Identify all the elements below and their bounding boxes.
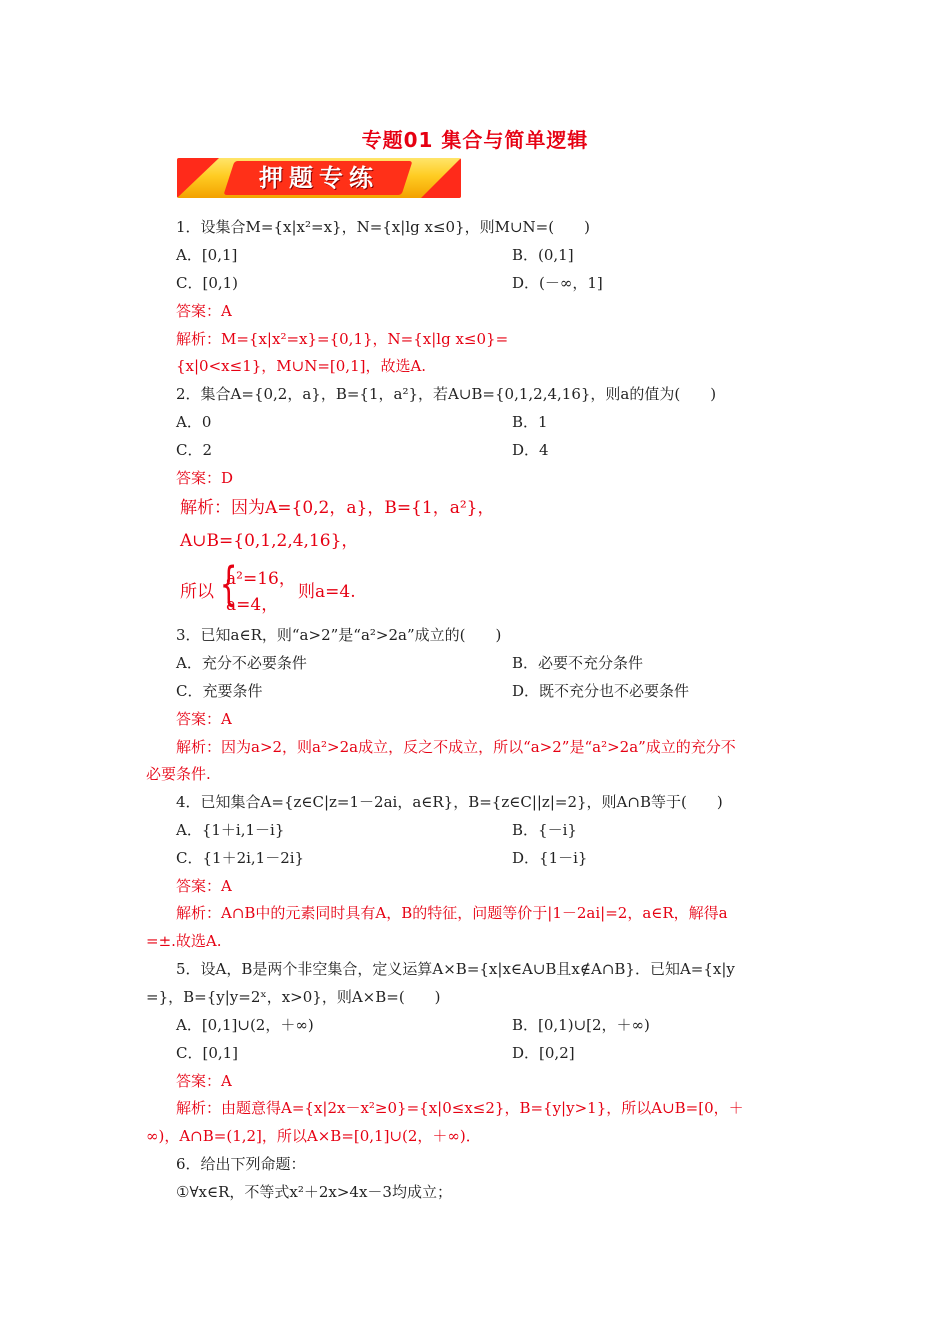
q5-explanation-cont: ∞)，A∩B=(1,2]，所以A×B=[0,1]∪(2，＋∞)． bbox=[146, 1127, 481, 1145]
system-row-2: a=4， bbox=[226, 595, 279, 615]
q5-answer: 答案：A bbox=[176, 1072, 232, 1090]
q1-answer: 答案：A bbox=[176, 302, 232, 320]
q5-option-d: D．[0,2] bbox=[512, 1044, 575, 1062]
q3-option-d: D．既不充分也不必要条件 bbox=[512, 682, 690, 700]
question-6: 6．给出下列命题： bbox=[176, 1155, 306, 1173]
section-banner bbox=[177, 158, 461, 198]
q4-option-b: B．{－i} bbox=[512, 821, 577, 839]
q5-option-c: C．[0,1] bbox=[176, 1044, 239, 1062]
q5-option-a: A．[0,1]∪(2，＋∞) bbox=[176, 1016, 314, 1034]
question-2: 2．集合A={0,2，a}，B={1，a²}，若A∪B={0,1,2,4,16}，则a的值为( ) bbox=[176, 385, 717, 403]
q4-explanation: 解析：A∩B中的元素同时具有A，B的特征，问题等价于|1－2ai|=2，a∈R，解得a bbox=[176, 904, 728, 922]
banner-text: 押题专练 bbox=[259, 164, 379, 192]
q4-option-d: D．{1－i} bbox=[512, 849, 588, 867]
q2-option-d: D．4 bbox=[512, 441, 549, 459]
system-conclusion: 则a=4. bbox=[298, 582, 356, 602]
q5-option-b: B．[0,1)∪[2，＋∞) bbox=[512, 1016, 650, 1034]
q4-answer: 答案：A bbox=[176, 877, 232, 895]
q2-option-c: C．2 bbox=[176, 441, 213, 459]
q1-option-a: A．[0,1] bbox=[176, 246, 238, 264]
q1-option-c: C．[0,1) bbox=[176, 274, 239, 292]
q3-option-c: C．充要条件 bbox=[176, 682, 263, 700]
question-1: 1．设集合M={x|x²=x}，N={x|lg x≤0}，则M∪N=( ) bbox=[176, 218, 590, 236]
question-3: 3．已知a∈R，则“a>2”是“a²>2a”成立的( ) bbox=[176, 626, 502, 644]
q1-explanation-cont: {x|0<x≤1}，M∪N=[0,1]，故选A. bbox=[176, 357, 427, 375]
system-label: 所以 bbox=[180, 582, 214, 602]
question-4: 4．已知集合A={z∈C|z=1－2ai，a∈R}，B={z∈C||z|=2}，则A∩B等于( ) bbox=[176, 793, 723, 811]
q4-option-a: A．{1＋i,1－i} bbox=[176, 821, 285, 839]
q3-answer: 答案：A bbox=[176, 710, 232, 728]
q2-explanation-union: A∪B={0,1,2,4,16}， bbox=[180, 531, 359, 551]
q2-option-a: A．0 bbox=[176, 413, 212, 431]
system-row-1: a²=16， bbox=[226, 569, 296, 589]
left-brace-icon: { bbox=[219, 557, 238, 611]
q1-option-d: D．(－∞，1] bbox=[512, 274, 603, 292]
q1-option-b: B．(0,1] bbox=[512, 246, 574, 264]
q6-proposition-1: ①∀x∈R，不等式x²＋2x>4x－3均成立； bbox=[176, 1183, 452, 1201]
q2-explanation: 解析：因为A={0,2，a}，B={1，a²}， bbox=[180, 498, 495, 518]
q4-option-c: C．{1＋2i,1－2i} bbox=[176, 849, 305, 867]
q1-explanation: 解析：M={x|x²=x}={0,1}，N={x|lg x≤0}= bbox=[176, 330, 509, 348]
q4-explanation-cont: =±.故选A. bbox=[146, 932, 222, 950]
q2-option-b: B．1 bbox=[512, 413, 548, 431]
q3-option-b: B．必要不充分条件 bbox=[512, 654, 644, 672]
q3-option-a: A．充分不必要条件 bbox=[176, 654, 307, 672]
page-title: 专题01 集合与简单逻辑 bbox=[361, 128, 589, 152]
q3-explanation: 解析：因为a>2，则a²>2a成立，反之不成立，所以“a>2”是“a²>2a”成立的充分不 bbox=[176, 738, 736, 756]
q3-explanation-cont: 必要条件. bbox=[146, 765, 211, 783]
question-5: 5．设A，B是两个非空集合，定义运算A×B={x|x∈A∪B且x∉A∩B}．已知A={x|y bbox=[176, 960, 735, 978]
q5-explanation: 解析：由题意得A={x|2x－x²≥0}={x|0≤x≤2}，B={y|y>1}，所以A∪B=[0，＋ bbox=[176, 1099, 744, 1117]
q2-answer: 答案：D bbox=[176, 469, 234, 487]
question-5-cont: =}，B={y|y=2ˣ，x>0}，则A×B=( ) bbox=[146, 988, 441, 1006]
